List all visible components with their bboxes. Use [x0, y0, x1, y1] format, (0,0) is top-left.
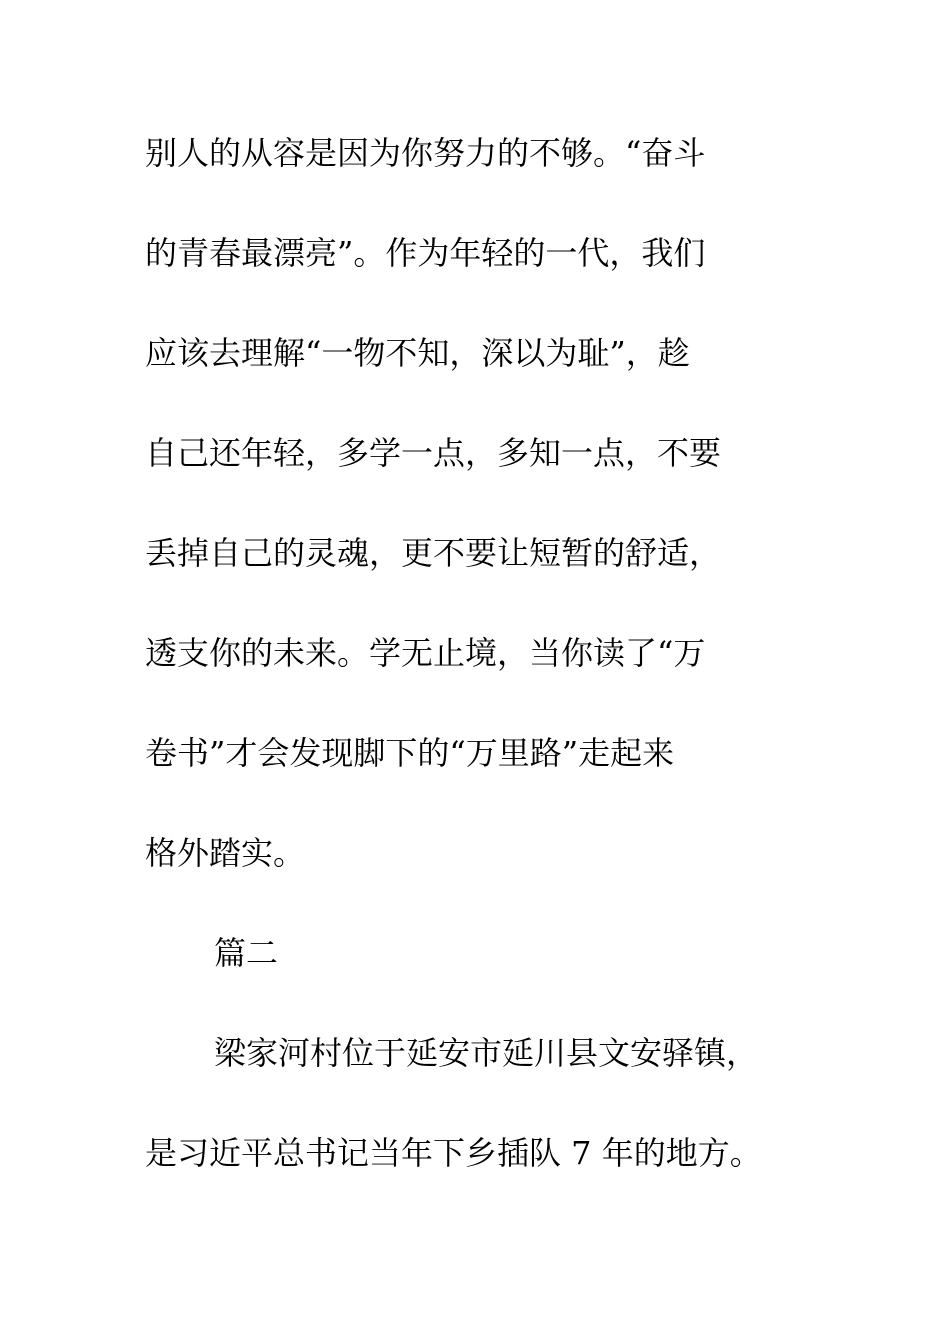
- body-text-line: 别人的从容是因为你努力的不够。“奋斗: [145, 134, 706, 172]
- body-text-line: 格外踏实。: [145, 834, 306, 872]
- section-heading: 篇二: [214, 934, 279, 972]
- body-text-line: 透支你的未来。学无止境，当你读了“万: [145, 634, 706, 672]
- body-text-line: 是习近平总书记当年下乡插队 7 年的地方。: [145, 1134, 762, 1172]
- body-text-line: 梁家河村位于延安市延川县文安驿镇，: [214, 1034, 759, 1072]
- body-text-line: 丢掉自己的灵魂，更不要让短暂的舒适，: [145, 534, 722, 572]
- body-text-line: 卷书”才会发现脚下的“万里路”走起来: [145, 734, 675, 772]
- body-text-line: 的青春最漂亮”。作为年轻的一代，我们: [145, 234, 706, 272]
- body-text-line: 自己还年轻，多学一点，多知一点，不要: [145, 434, 722, 472]
- body-text-line: 应该去理解“一物不知，深以为耻”，趁: [145, 334, 690, 372]
